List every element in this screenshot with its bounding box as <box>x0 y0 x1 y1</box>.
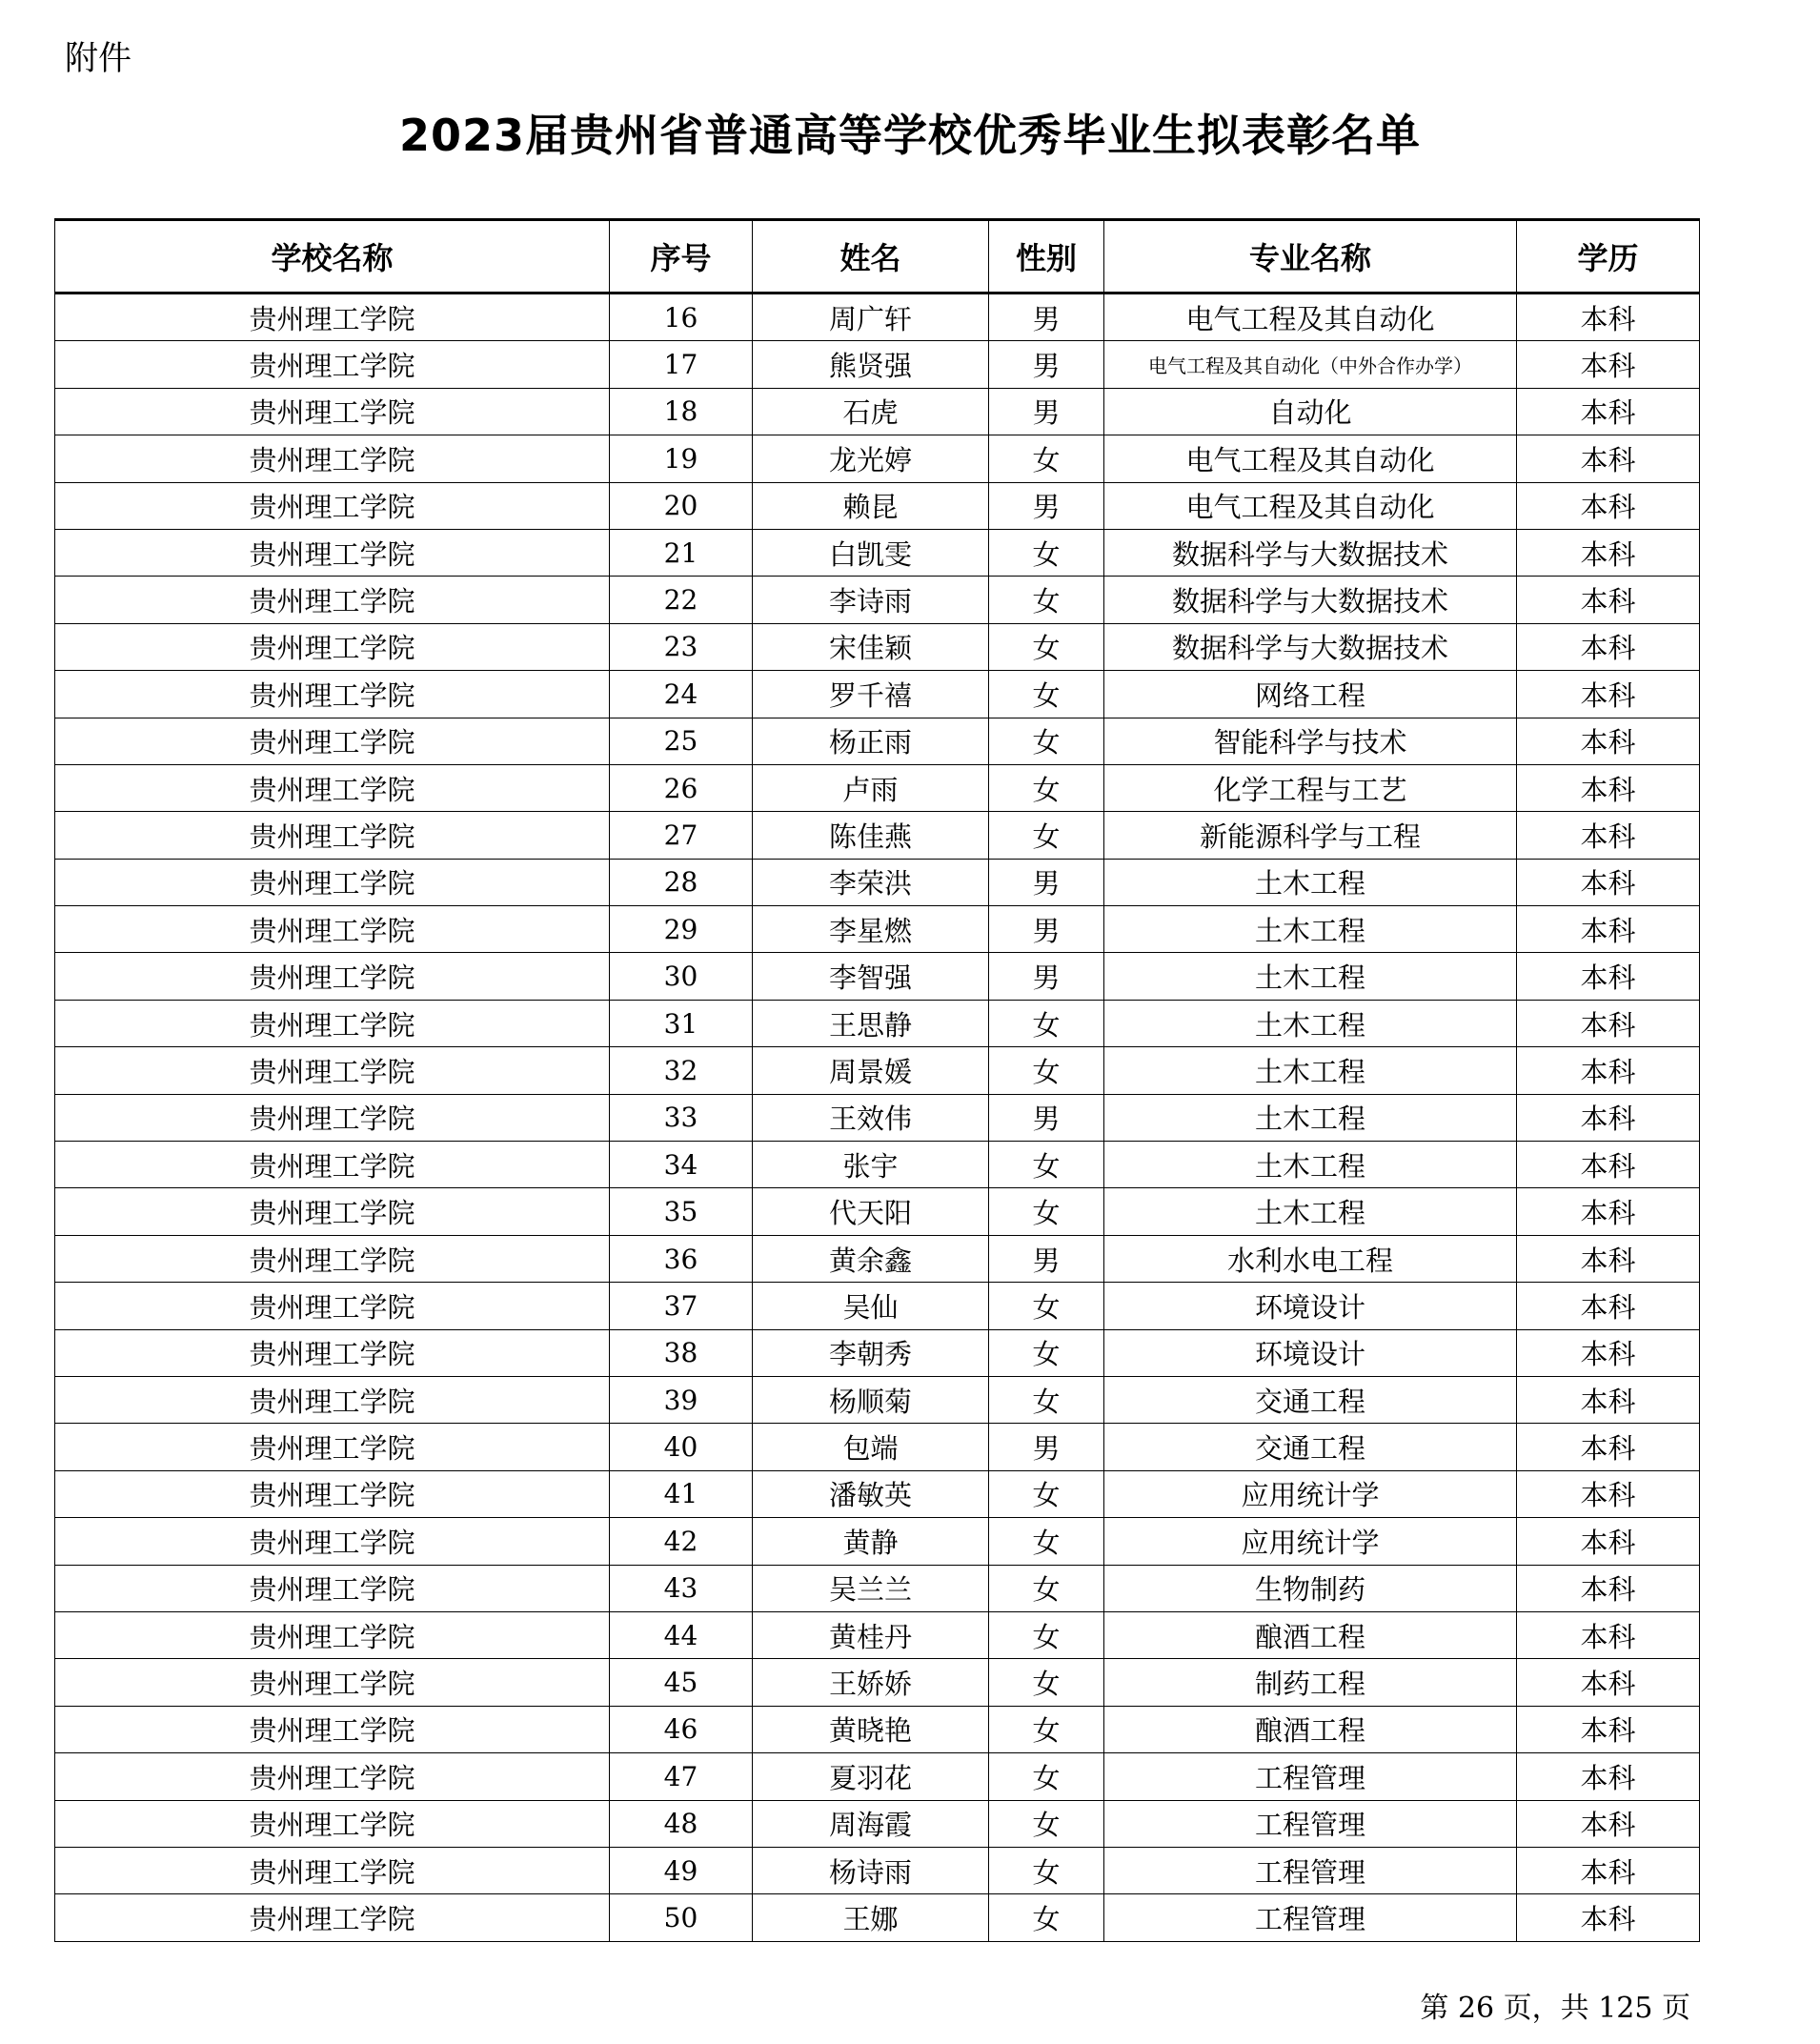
cell-gender: 女 <box>989 1376 1104 1423</box>
cell-number: 25 <box>610 718 753 764</box>
cell-school: 贵州理工学院 <box>55 718 610 764</box>
cell-school: 贵州理工学院 <box>55 1188 610 1235</box>
cell-name: 黄桂丹 <box>753 1611 989 1658</box>
table-row <box>55 671 1700 718</box>
cell-number: 37 <box>610 1283 753 1329</box>
cell-number: 50 <box>610 1894 753 1941</box>
cell-school: 贵州理工学院 <box>55 953 610 1000</box>
cell-gender: 女 <box>989 1188 1104 1235</box>
cell-gender: 女 <box>989 1470 1104 1517</box>
cell-gender: 男 <box>989 1094 1104 1141</box>
cell-degree: 本科 <box>1517 1659 1700 1706</box>
table-row <box>55 812 1700 859</box>
cell-degree: 本科 <box>1517 293 1700 341</box>
cell-gender: 女 <box>989 671 1104 718</box>
cell-name: 张宇 <box>753 1142 989 1188</box>
cell-major: 网络工程 <box>1104 671 1517 718</box>
cell-degree: 本科 <box>1517 1847 1700 1893</box>
cell-major: 土木工程 <box>1104 953 1517 1000</box>
cell-number: 16 <box>610 293 753 341</box>
cell-gender: 女 <box>989 1706 1104 1752</box>
cell-degree: 本科 <box>1517 623 1700 670</box>
cell-major: 环境设计 <box>1104 1283 1517 1329</box>
cell-school: 贵州理工学院 <box>55 812 610 859</box>
cell-major: 电气工程及其自动化 <box>1104 435 1517 482</box>
cell-major: 工程管理 <box>1104 1800 1517 1847</box>
cell-major: 工程管理 <box>1104 1847 1517 1893</box>
cell-major: 数据科学与大数据技术 <box>1104 529 1517 576</box>
cell-gender: 女 <box>989 718 1104 764</box>
cell-name: 吴仙 <box>753 1283 989 1329</box>
cell-degree: 本科 <box>1517 1518 1700 1565</box>
cell-gender: 女 <box>989 529 1104 576</box>
cell-name: 包端 <box>753 1424 989 1470</box>
cell-school: 贵州理工学院 <box>55 293 610 341</box>
cell-school: 贵州理工学院 <box>55 1470 610 1517</box>
cell-school: 贵州理工学院 <box>55 1094 610 1141</box>
cell-degree: 本科 <box>1517 859 1700 905</box>
cell-number: 46 <box>610 1706 753 1752</box>
cell-name: 王娇娇 <box>753 1659 989 1706</box>
table-row <box>55 529 1700 576</box>
cell-degree: 本科 <box>1517 906 1700 953</box>
table-row <box>55 1094 1700 1141</box>
table-row <box>55 1706 1700 1752</box>
cell-major: 制药工程 <box>1104 1659 1517 1706</box>
cell-degree: 本科 <box>1517 1706 1700 1752</box>
cell-degree: 本科 <box>1517 577 1700 623</box>
cell-gender: 女 <box>989 1847 1104 1893</box>
cell-degree: 本科 <box>1517 529 1700 576</box>
cell-gender: 男 <box>989 1235 1104 1282</box>
cell-gender: 女 <box>989 1518 1104 1565</box>
cell-name: 熊贤强 <box>753 341 989 388</box>
cell-gender: 男 <box>989 293 1104 341</box>
cell-school: 贵州理工学院 <box>55 435 610 482</box>
table-row <box>55 906 1700 953</box>
cell-major: 酿酒工程 <box>1104 1611 1517 1658</box>
cell-name: 石虎 <box>753 388 989 435</box>
cell-degree: 本科 <box>1517 1424 1700 1470</box>
cell-degree: 本科 <box>1517 1283 1700 1329</box>
cell-number: 43 <box>610 1565 753 1611</box>
cell-name: 吴兰兰 <box>753 1565 989 1611</box>
cell-degree: 本科 <box>1517 953 1700 1000</box>
cell-school: 贵州理工学院 <box>55 1424 610 1470</box>
cell-school: 贵州理工学院 <box>55 1000 610 1046</box>
cell-school: 贵州理工学院 <box>55 1283 610 1329</box>
table-row <box>55 623 1700 670</box>
table-row <box>55 1659 1700 1706</box>
cell-number: 39 <box>610 1376 753 1423</box>
cell-name: 王效伟 <box>753 1094 989 1141</box>
cell-number: 47 <box>610 1753 753 1800</box>
cell-major: 土木工程 <box>1104 1142 1517 1188</box>
cell-degree: 本科 <box>1517 1800 1700 1847</box>
cell-number: 42 <box>610 1518 753 1565</box>
cell-number: 19 <box>610 435 753 482</box>
cell-degree: 本科 <box>1517 1000 1700 1046</box>
cell-name: 李荣洪 <box>753 859 989 905</box>
cell-major: 土木工程 <box>1104 1047 1517 1094</box>
header-major: 专业名称 <box>1104 220 1517 293</box>
cell-number: 26 <box>610 764 753 811</box>
table-row <box>55 764 1700 811</box>
cell-degree: 本科 <box>1517 482 1700 529</box>
cell-name: 宋佳颖 <box>753 623 989 670</box>
cell-school: 贵州理工学院 <box>55 1894 610 1941</box>
cell-number: 33 <box>610 1094 753 1141</box>
page-footer: 第 26 页，共 125 页 <box>1420 1992 1690 2025</box>
cell-name: 陈佳燕 <box>753 812 989 859</box>
table-row <box>55 718 1700 764</box>
table-row <box>55 435 1700 482</box>
cell-number: 31 <box>610 1000 753 1046</box>
cell-degree: 本科 <box>1517 1329 1700 1376</box>
header-degree: 学历 <box>1517 220 1700 293</box>
attachment-label: 附件 <box>65 40 132 78</box>
cell-major: 土木工程 <box>1104 906 1517 953</box>
cell-name: 潘敏英 <box>753 1470 989 1517</box>
cell-school: 贵州理工学院 <box>55 1142 610 1188</box>
cell-major: 土木工程 <box>1104 859 1517 905</box>
cell-number: 30 <box>610 953 753 1000</box>
cell-gender: 女 <box>989 1659 1104 1706</box>
cell-name: 杨诗雨 <box>753 1847 989 1893</box>
cell-gender: 女 <box>989 623 1104 670</box>
cell-school: 贵州理工学院 <box>55 1047 610 1094</box>
cell-degree: 本科 <box>1517 764 1700 811</box>
cell-name: 黄静 <box>753 1518 989 1565</box>
table-row <box>55 1188 1700 1235</box>
cell-major: 酿酒工程 <box>1104 1706 1517 1752</box>
table-row <box>55 1329 1700 1376</box>
cell-school: 贵州理工学院 <box>55 1518 610 1565</box>
cell-number: 22 <box>610 577 753 623</box>
cell-major: 交通工程 <box>1104 1376 1517 1423</box>
cell-gender: 男 <box>989 388 1104 435</box>
cell-major: 环境设计 <box>1104 1329 1517 1376</box>
cell-school: 贵州理工学院 <box>55 482 610 529</box>
cell-degree: 本科 <box>1517 718 1700 764</box>
cell-name: 王娜 <box>753 1894 989 1941</box>
cell-degree: 本科 <box>1517 1470 1700 1517</box>
table-row <box>55 1894 1700 1941</box>
cell-number: 49 <box>610 1847 753 1893</box>
cell-number: 23 <box>610 623 753 670</box>
cell-number: 24 <box>610 671 753 718</box>
cell-degree: 本科 <box>1517 1894 1700 1941</box>
cell-major: 土木工程 <box>1104 1094 1517 1141</box>
cell-degree: 本科 <box>1517 1094 1700 1141</box>
header-gender: 性别 <box>989 220 1104 293</box>
cell-gender: 女 <box>989 764 1104 811</box>
cell-degree: 本科 <box>1517 1235 1700 1282</box>
cell-number: 41 <box>610 1470 753 1517</box>
cell-degree: 本科 <box>1517 812 1700 859</box>
cell-number: 45 <box>610 1659 753 1706</box>
cell-gender: 女 <box>989 435 1104 482</box>
cell-number: 32 <box>610 1047 753 1094</box>
table-row <box>55 1047 1700 1094</box>
cell-major: 水利水电工程 <box>1104 1235 1517 1282</box>
cell-school: 贵州理工学院 <box>55 1847 610 1893</box>
cell-gender: 女 <box>989 1611 1104 1658</box>
cell-major: 智能科学与技术 <box>1104 718 1517 764</box>
table-row <box>55 1000 1700 1046</box>
cell-name: 周景媛 <box>753 1047 989 1094</box>
cell-number: 36 <box>610 1235 753 1282</box>
cell-name: 罗千禧 <box>753 671 989 718</box>
cell-school: 贵州理工学院 <box>55 906 610 953</box>
cell-degree: 本科 <box>1517 671 1700 718</box>
cell-number: 27 <box>610 812 753 859</box>
cell-name: 赖昆 <box>753 482 989 529</box>
table-header-row <box>55 220 1700 293</box>
cell-number: 34 <box>610 1142 753 1188</box>
cell-major: 应用统计学 <box>1104 1470 1517 1517</box>
cell-major: 新能源科学与工程 <box>1104 812 1517 859</box>
cell-major: 数据科学与大数据技术 <box>1104 577 1517 623</box>
honoree-table <box>54 218 1700 1942</box>
cell-gender: 女 <box>989 812 1104 859</box>
table-row <box>55 1800 1700 1847</box>
cell-school: 贵州理工学院 <box>55 1800 610 1847</box>
cell-school: 贵州理工学院 <box>55 1329 610 1376</box>
cell-gender: 女 <box>989 1283 1104 1329</box>
cell-school: 贵州理工学院 <box>55 1706 610 1752</box>
cell-school: 贵州理工学院 <box>55 577 610 623</box>
cell-degree: 本科 <box>1517 1376 1700 1423</box>
cell-school: 贵州理工学院 <box>55 764 610 811</box>
cell-degree: 本科 <box>1517 1188 1700 1235</box>
table-row <box>55 953 1700 1000</box>
cell-name: 白凯雯 <box>753 529 989 576</box>
table-row <box>55 1470 1700 1517</box>
cell-gender: 男 <box>989 859 1104 905</box>
cell-name: 李智强 <box>753 953 989 1000</box>
cell-degree: 本科 <box>1517 388 1700 435</box>
cell-major: 土木工程 <box>1104 1188 1517 1235</box>
table-row <box>55 341 1700 388</box>
cell-major: 生物制药 <box>1104 1565 1517 1611</box>
cell-school: 贵州理工学院 <box>55 388 610 435</box>
cell-name: 龙光婷 <box>753 435 989 482</box>
table-row <box>55 1235 1700 1282</box>
cell-gender: 女 <box>989 1565 1104 1611</box>
cell-major: 工程管理 <box>1104 1894 1517 1941</box>
cell-school: 贵州理工学院 <box>55 1235 610 1282</box>
cell-name: 卢雨 <box>753 764 989 811</box>
cell-number: 29 <box>610 906 753 953</box>
cell-name: 黄余鑫 <box>753 1235 989 1282</box>
cell-number: 35 <box>610 1188 753 1235</box>
cell-major: 电气工程及其自动化（中外合作办学） <box>1104 341 1517 388</box>
cell-gender: 女 <box>989 1000 1104 1046</box>
cell-name: 杨正雨 <box>753 718 989 764</box>
table-row <box>55 1753 1700 1800</box>
table-row <box>55 293 1700 341</box>
cell-number: 40 <box>610 1424 753 1470</box>
cell-degree: 本科 <box>1517 1611 1700 1658</box>
cell-degree: 本科 <box>1517 1565 1700 1611</box>
table-row <box>55 1283 1700 1329</box>
table-row <box>55 1142 1700 1188</box>
cell-gender: 女 <box>989 1753 1104 1800</box>
cell-school: 贵州理工学院 <box>55 1376 610 1423</box>
cell-name: 代天阳 <box>753 1188 989 1235</box>
table-row <box>55 1847 1700 1893</box>
cell-school: 贵州理工学院 <box>55 859 610 905</box>
cell-major: 工程管理 <box>1104 1753 1517 1800</box>
cell-gender: 男 <box>989 1424 1104 1470</box>
cell-number: 48 <box>610 1800 753 1847</box>
header-name: 姓名 <box>753 220 989 293</box>
cell-school: 贵州理工学院 <box>55 529 610 576</box>
cell-name: 夏羽花 <box>753 1753 989 1800</box>
cell-number: 20 <box>610 482 753 529</box>
table-row <box>55 1424 1700 1470</box>
cell-name: 周海霞 <box>753 1800 989 1847</box>
page-title: 2023届贵州省普通高等学校优秀毕业生拟表彰名单 <box>398 110 1422 161</box>
cell-gender: 女 <box>989 577 1104 623</box>
cell-school: 贵州理工学院 <box>55 1565 610 1611</box>
cell-gender: 女 <box>989 1800 1104 1847</box>
cell-gender: 男 <box>989 341 1104 388</box>
cell-gender: 男 <box>989 906 1104 953</box>
table-row <box>55 482 1700 529</box>
cell-degree: 本科 <box>1517 435 1700 482</box>
table-row <box>55 388 1700 435</box>
cell-school: 贵州理工学院 <box>55 341 610 388</box>
cell-number: 28 <box>610 859 753 905</box>
cell-name: 李朝秀 <box>753 1329 989 1376</box>
cell-major: 自动化 <box>1104 388 1517 435</box>
header-number: 序号 <box>610 220 753 293</box>
cell-major: 土木工程 <box>1104 1000 1517 1046</box>
cell-gender: 男 <box>989 482 1104 529</box>
cell-gender: 男 <box>989 953 1104 1000</box>
table-row <box>55 1518 1700 1565</box>
cell-school: 贵州理工学院 <box>55 1753 610 1800</box>
cell-major: 交通工程 <box>1104 1424 1517 1470</box>
cell-gender: 女 <box>989 1142 1104 1188</box>
cell-name: 李星燃 <box>753 906 989 953</box>
table-row <box>55 577 1700 623</box>
cell-gender: 女 <box>989 1329 1104 1376</box>
cell-major: 电气工程及其自动化 <box>1104 293 1517 341</box>
cell-degree: 本科 <box>1517 1142 1700 1188</box>
header-school: 学校名称 <box>55 220 610 293</box>
cell-school: 贵州理工学院 <box>55 623 610 670</box>
cell-number: 44 <box>610 1611 753 1658</box>
cell-name: 黄晓艳 <box>753 1706 989 1752</box>
cell-number: 18 <box>610 388 753 435</box>
cell-degree: 本科 <box>1517 341 1700 388</box>
cell-major: 化学工程与工艺 <box>1104 764 1517 811</box>
cell-name: 杨顺菊 <box>753 1376 989 1423</box>
cell-number: 21 <box>610 529 753 576</box>
cell-school: 贵州理工学院 <box>55 1611 610 1658</box>
cell-gender: 女 <box>989 1894 1104 1941</box>
cell-degree: 本科 <box>1517 1753 1700 1800</box>
cell-school: 贵州理工学院 <box>55 671 610 718</box>
table-row <box>55 1611 1700 1658</box>
cell-degree: 本科 <box>1517 1047 1700 1094</box>
cell-major: 数据科学与大数据技术 <box>1104 623 1517 670</box>
cell-major: 应用统计学 <box>1104 1518 1517 1565</box>
cell-name: 李诗雨 <box>753 577 989 623</box>
cell-major: 电气工程及其自动化 <box>1104 482 1517 529</box>
cell-number: 17 <box>610 341 753 388</box>
table-row <box>55 1376 1700 1423</box>
cell-name: 王思静 <box>753 1000 989 1046</box>
cell-gender: 女 <box>989 1047 1104 1094</box>
table-row <box>55 1565 1700 1611</box>
cell-name: 周广轩 <box>753 293 989 341</box>
table-row <box>55 859 1700 905</box>
cell-school: 贵州理工学院 <box>55 1659 610 1706</box>
cell-number: 38 <box>610 1329 753 1376</box>
